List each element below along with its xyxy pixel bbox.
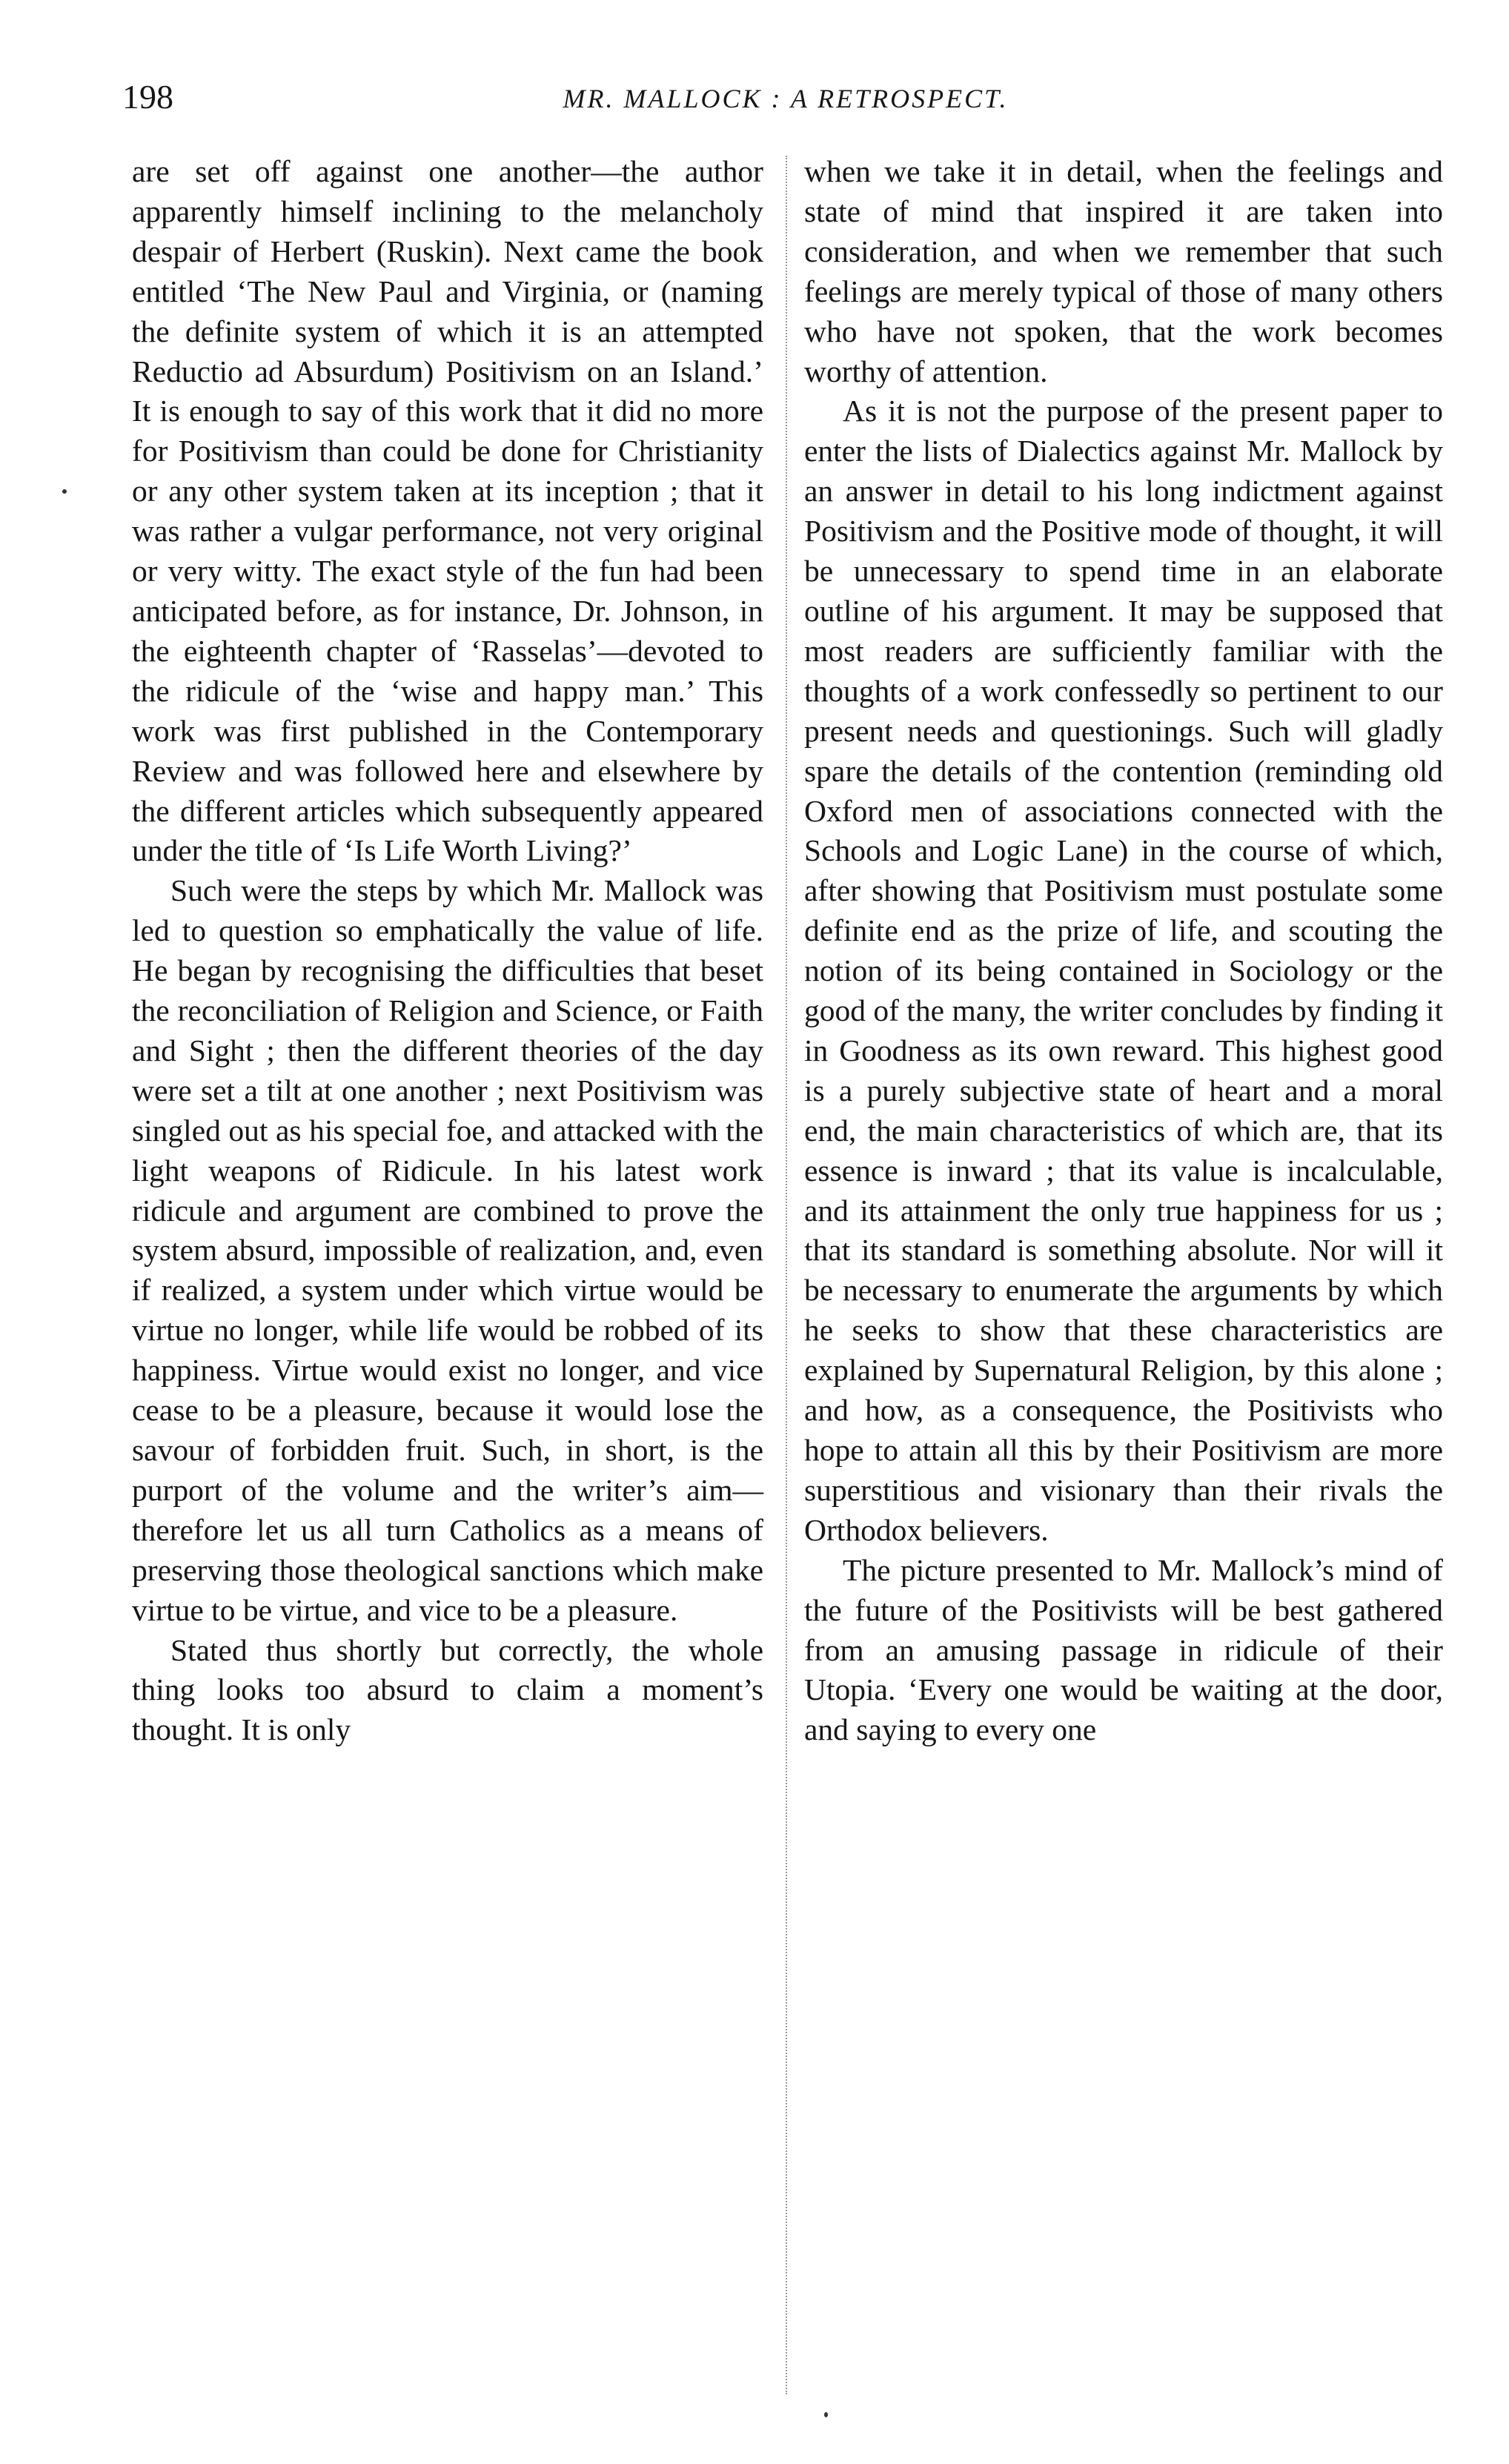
column-divider (786, 156, 787, 2394)
left-paragraph-2: Such were the steps by which Mr. Mallock was led to question so emphatically the value of life. He began by recognising the difficulties that beset the reconciliation of Religion and Science, or Faith and Sight ; then the different theories of the day were set a tilt at one another ; next Positivism was singled out as his special foe, and attacked with the light weapons of Ridicule. In his latest work ridicule and argument are combined to prove the system absurd, impossible of realization, and, even if realized, a system under which virtue would be virtue no longer, while life would be robbed of its happiness. Virtue would exist no longer, and vice cease to be a pleasure, because it would lose the savour of forbidden fruit. Such, in short, is the purport of the volume and the writer’s aim—therefore let us all turn Catholics as a means of preserving those theological sanctions which make virtue to be virtue, and vice to be a pleasure. (132, 873, 763, 1627)
right-paragraph-1: when we take it in detail, when the feelings and state of mind that inspired it are taken into consideration, and when we remember that such feelings are merely typical of those of many others who have not spoken, that the work becomes worthy of attention. (804, 154, 1443, 388)
left-paragraph-3: Stated thus shortly but correctly, the whole thing looks too absurd to claim a moment’s thought. It is only (132, 1632, 763, 1747)
left-column (132, 152, 763, 1750)
right-paragraph-2: As it is not the purpose of the present paper to enter the lists of Dialectics against Mr. Mallock by an answer in detail to his long indictment against Positivism and the Positive mode of thought, it will be unnecessary to spend time in an elaborate outline of his argument. It may be supposed that most readers are sufficiently familiar with the thoughts of a work confessedly so pertinent to our present needs and questionings. Such will gladly spare the details of the contention (reminding old Oxford men of associations connected with the Schools and Logic Lane) in the course of which, after showing that Positivism must postulate some definite end as the prize of life, and scouting the notion of its being contained in Sociology or the good of the many, the writer concludes by finding it in Goodness as its own reward. This highest good is a purely subjective state of heart and a moral end, the main characteristics of which are, that its essence is inward ; that its value is incalculable, and its attainment the only true happiness for us ; that its standard is something absolute. Nor will it be necessary to enumerate the arguments by which he seeks to show that these characteristics are explained by Supernatural Religion, by this alone ; and how, as a consequence, the Positivists who hope to attain all this by their Positivism are more superstitious and visionary than their rivals the Orthodox believers. (804, 394, 1443, 1547)
page-number: 198 (122, 78, 173, 116)
running-title: MR. MALLOCK : A RETROSPECT. (563, 84, 1009, 113)
right-paragraph-3: The picture presented to Mr. Mallock’s mind of the future of the Positivists will be best gathered from an amusing passage in ridicule of their Utopia. ‘Every one would be waiting at the door, and saying to every one (804, 1552, 1443, 1747)
print-speck (62, 489, 67, 494)
page-header (122, 74, 1449, 126)
right-column (804, 152, 1443, 1750)
print-speck (824, 2412, 828, 2417)
left-paragraph-1: are set off against one another—the author apparently himself inclining to the melancholy despair of Herbert (Ruskin). Next came the book entitled ‘The New Paul and Virginia, or (naming the definite system of which it is an attempted Reductio ad Absurdum) Positivism on an Island.’ It is enough to say of this work that it did no more for Positivism than could be done for Christianity or any other system taken at its inception ; that it was rather a vulgar performance, not very original or very witty. The exact style of the fun had been anticipated before, as for instance, Dr. Johnson, in the eighteenth chapter of ‘Rasselas’—devoted to the ridicule of the ‘wise and happy man.’ This work was first published in the Contemporary Review and was followed here and elsewhere by the different articles which subsequently appeared under the title of ‘Is Life Worth Living?’ (132, 154, 763, 868)
